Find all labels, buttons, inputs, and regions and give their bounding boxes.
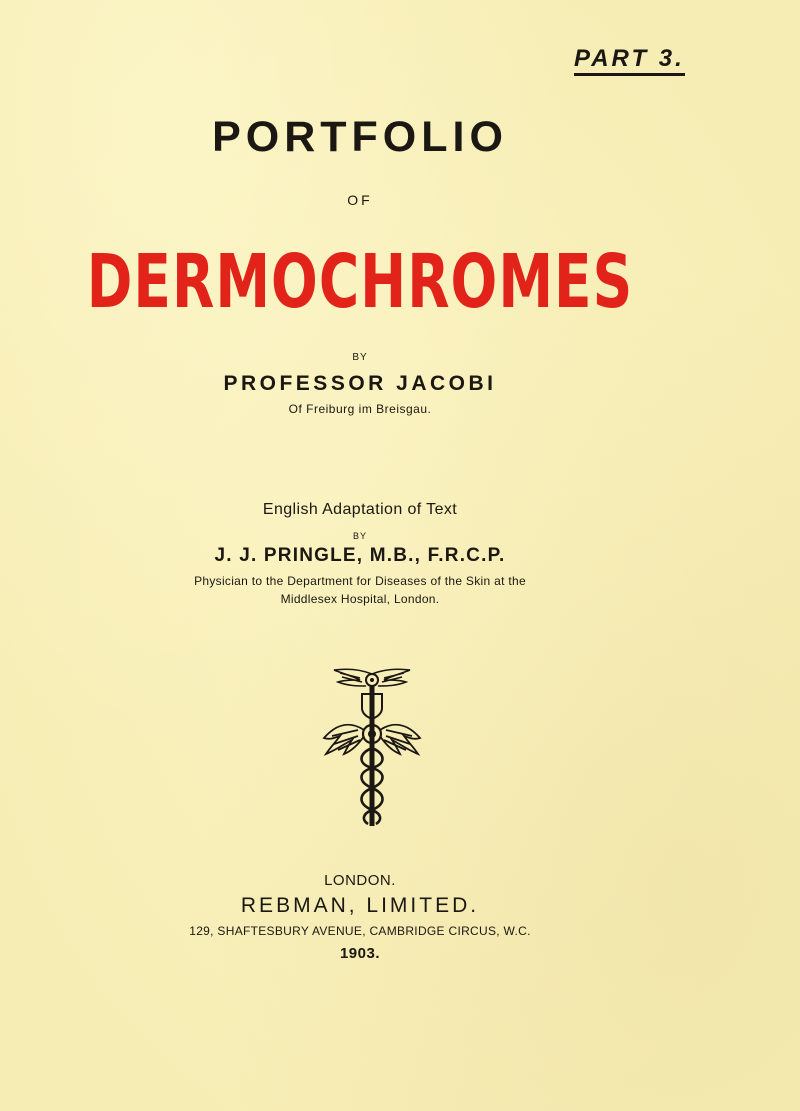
- title-of: OF: [347, 192, 373, 208]
- caduceus-emblem-icon: [312, 664, 432, 834]
- imprint-place: LONDON.: [324, 872, 396, 889]
- adaptation-by-label: BY: [352, 531, 367, 541]
- adaptation-label: English Adaptation of Text: [262, 501, 458, 518]
- author-affiliation: Of Freiburg im Breisgau.: [288, 402, 432, 416]
- imprint-address: 129, SHAFTESBURY AVENUE, CAMBRIDGE CIRCUS, W.C.: [189, 924, 531, 938]
- part-label: PART 3.: [574, 46, 685, 76]
- imprint-year: 1903.: [339, 945, 381, 962]
- title-portfolio: PORTFOLIO: [212, 113, 508, 161]
- translator-position-line2: Middlesex Hospital, London.: [280, 592, 440, 606]
- author-name: PROFESSOR JACOBI: [223, 372, 497, 395]
- translator-position-line1: Physician to the Department for Diseases of the Skin at the: [194, 574, 526, 588]
- translator-name: J. J. PRINGLE, M.B., F.R.C.P.: [214, 545, 506, 566]
- imprint-publisher: REBMAN, LIMITED.: [240, 894, 480, 917]
- title-dermochromes: DERMOCHROMES: [86, 238, 634, 325]
- author-by-label: BY: [352, 352, 368, 363]
